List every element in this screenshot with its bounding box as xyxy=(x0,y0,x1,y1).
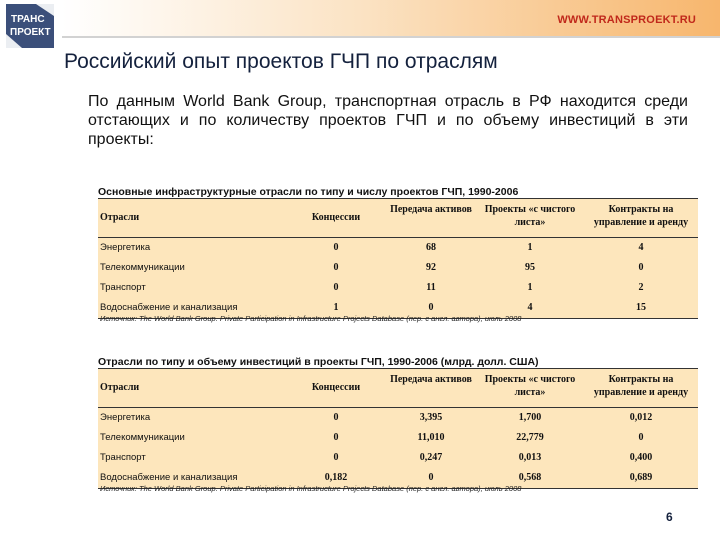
table-cell: 68 xyxy=(426,242,436,253)
table-row xyxy=(98,408,698,428)
table-cell: 0 xyxy=(333,432,339,443)
table-row xyxy=(98,238,698,258)
table-row xyxy=(98,278,698,298)
table-cell: 0 xyxy=(333,452,339,463)
table-cell: Телекоммуникации xyxy=(100,262,185,273)
table-cell: Энергетика xyxy=(100,242,151,253)
table1-header-cell: Проекты «с чистого листа» xyxy=(484,204,576,228)
table-cell: 1 xyxy=(527,282,533,293)
table2-source-note: Источник: The World Bank Group. Private Participation in Infrastructure Projects Database (пер. с англ. автора), июль 2008 xyxy=(100,484,522,493)
logo-line-1: ТРАНС xyxy=(11,14,45,25)
intro-paragraph: По данным World Bank Group, транспортная отрасль в РФ находится среди отстающих и по количеству проектов ГЧП и по объему инвестиций в эти проекты: xyxy=(88,93,688,148)
table1-header-cell: Концессии xyxy=(311,212,361,223)
table-cell: 0,568 xyxy=(518,472,542,483)
table2-section xyxy=(98,352,698,483)
table2-header-cell: Проекты «с чистого листа» xyxy=(484,374,576,398)
table-cell: 1 xyxy=(333,302,339,313)
table-row xyxy=(98,258,698,278)
table-cell: 0 xyxy=(333,412,339,423)
transproekt-logo xyxy=(6,4,54,48)
table-cell: 0,247 xyxy=(419,452,443,463)
site-url[interactable]: WWW.TRANSPROEKT.RU xyxy=(557,14,696,26)
table-cell: 1 xyxy=(527,242,533,253)
table-cell: 15 xyxy=(636,302,646,313)
table1-source-note: Источник: The World Bank Group. Private Participation in Infrastructure Projects Database (пер. с англ. автора), июль 2008 xyxy=(100,314,522,323)
table-cell: 0 xyxy=(638,262,644,273)
table-cell: 92 xyxy=(426,262,436,273)
table2-header-cell: Контракты на управление и аренду xyxy=(593,374,689,398)
table2-header-cell: Передача активов xyxy=(390,374,472,385)
table-row xyxy=(98,428,698,448)
table-cell: 22,779 xyxy=(516,432,544,443)
page-number: 6 xyxy=(666,510,673,524)
table-cell: 0,400 xyxy=(629,452,653,463)
table-cell: 0,689 xyxy=(629,472,653,483)
table2-header-cell: Отрасли xyxy=(100,382,140,393)
table-row xyxy=(98,448,698,468)
table-cell: 0 xyxy=(333,262,339,273)
table1-header-row xyxy=(98,199,698,238)
table1-section xyxy=(98,182,698,313)
table-cell: Телекоммуникации xyxy=(100,432,185,443)
header-divider xyxy=(62,36,720,38)
table-cell: 0 xyxy=(333,282,339,293)
table-cell: 4 xyxy=(638,242,644,253)
table-cell: Транспорт xyxy=(100,452,146,463)
table-cell: Водоснабжение и канализация xyxy=(100,472,238,483)
logo-line-2: ПРОЕКТ xyxy=(10,27,51,38)
table-cell: Транспорт xyxy=(100,282,146,293)
table-cell: 95 xyxy=(525,262,535,273)
table1-caption: Основные инфраструктурные отрасли по типу и числу проектов ГЧП, 1990-2006 xyxy=(98,186,518,203)
table-cell: Энергетика xyxy=(100,412,151,423)
table-cell: 0,182 xyxy=(324,472,348,483)
table-cell: 0 xyxy=(333,242,339,253)
table-cell: 2 xyxy=(638,282,644,293)
table-cell: 0,013 xyxy=(518,452,542,463)
table-cell: 3,395 xyxy=(419,412,443,423)
table2-header-row xyxy=(98,369,698,408)
table-cell: 0,012 xyxy=(629,412,653,423)
table2-caption: Отрасли по типу и объему инвестиций в проекты ГЧП, 1990-2006 (млрд. долл. США) xyxy=(98,356,539,373)
table2 xyxy=(98,368,698,489)
table-cell: Водоснабжение и канализация xyxy=(100,302,238,313)
table1 xyxy=(98,198,698,319)
table-cell: 4 xyxy=(527,302,533,313)
slide-title: Российский опыт проектов ГЧП по отраслям xyxy=(64,50,498,73)
table-cell: 0 xyxy=(638,432,644,443)
table-cell: 0 xyxy=(428,472,434,483)
table2-header-cell: Концессии xyxy=(311,382,361,393)
table1-header-cell: Передача активов xyxy=(390,204,472,215)
table-cell: 11 xyxy=(426,282,436,293)
table-cell: 11,010 xyxy=(417,432,445,443)
table-cell: 1,700 xyxy=(518,412,542,423)
table-cell: 0 xyxy=(428,302,434,313)
table1-header-cell: Контракты на управление и аренду xyxy=(593,204,689,228)
table1-header-cell: Отрасли xyxy=(100,212,140,223)
